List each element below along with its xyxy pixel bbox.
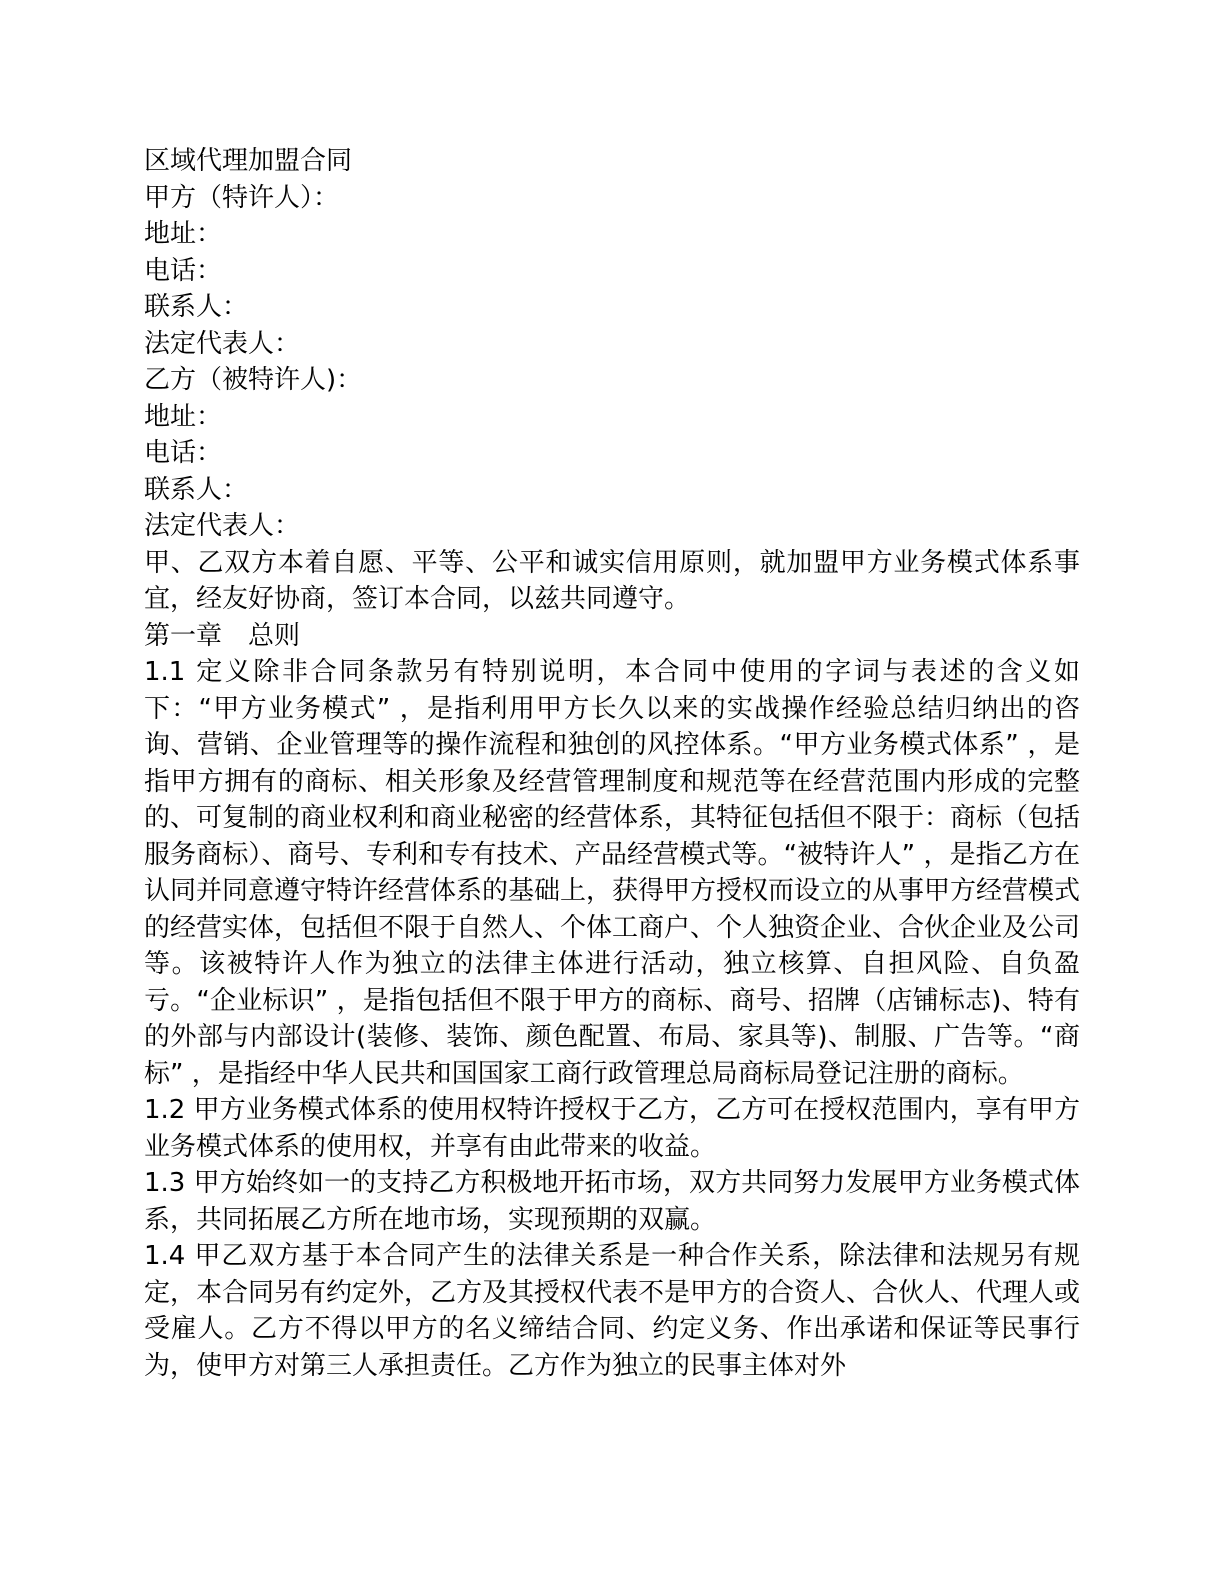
- party-a-legal-rep-label: 法定代表人：: [144, 328, 301, 359]
- clause-1-3: 1.3 甲方始终如一的支持乙方积极地开拓市场，双方共同努力发展甲方业务模式体系，共同拓展乙方所在地市场，实现预期的双赢。: [144, 1168, 1080, 1235]
- clause-1-1: 1.1 定义除非合同条款另有特别说明，本合同中使用的字词与表述的含义如下：“甲方业务模式” ，是指利用甲方长久以来的实战操作经验总结归纳出的咨询、营销、企业管理等的操作流程和独创的风控体系。“甲方业务模式体系” ，是指甲方拥有的商标、相关形象及经营管理制度和规范等在经营范围内形成的完整的、可复制的商业权利和商业秘密的经营体系，其特征包括但不限于：商标（包括服务商标）、商号、专利和专有技术、产品经营模式等。“被特许人” ，是指乙方在认同并同意遵守特许经营体系的基础上，获得甲方授权而设立的从事甲方经营模式的经营实体，包括但不限于自然人、个体工商户、个人独资企业、合伙企业及公司等。该被特许人作为独立的法律主体进行活动，独立核算、自担风险、自负盈亏。“企业标识” ，是指包括但不限于甲方的商标、商号、招牌（店铺标志)、特有的外部与内部设计(装修、装饰、颜色配置、布局、家具等)、制服、广告等。“商标” ，是指经中华人民共和国国家工商行政管理总局商标局登记注册的商标。: [144, 657, 1081, 1089]
- party-a-phone-label: 电话：: [144, 255, 223, 286]
- party-b-heading: 乙方（被特许人)：: [144, 365, 363, 395]
- party-b-address-label: 地址：: [144, 401, 223, 432]
- party-a-contact-label: 联系人：: [144, 292, 249, 322]
- party-a-address-label: 地址：: [144, 219, 223, 249]
- chapter-heading: 第一章 总则: [144, 620, 301, 651]
- party-a-heading: 甲方（特许人）：: [144, 182, 340, 213]
- clause-1-2: 1.2 甲方业务模式体系的使用权特许授权于乙方，乙方可在授权范围内，享有甲方业务模式体系的使用权，并享有由此带来的收益。: [144, 1095, 1080, 1162]
- party-b-contact-label: 联系人：: [144, 474, 249, 505]
- contract-page: [144, 143, 1080, 1384]
- preamble-paragraph: 甲、乙双方本着自愿、平等、公平和诚实信用原则，就加盟甲方业务模式体系事宜，经友好协商，签订本合同，以兹共同遵守。: [144, 547, 1080, 614]
- party-b-legal-rep-label: 法定代表人：: [144, 511, 301, 541]
- party-b-phone-label: 电话：: [144, 438, 223, 468]
- document-title: 区域代理加盟合同: [144, 146, 353, 176]
- clause-1-4: 1.4 甲乙双方基于本合同产生的法律关系是一种合作关系，除法律和法规另有规定，本合同另有约定外，乙方及其授权代表不是甲方的合资人、合伙人、代理人或受雇人。乙方不得以甲方的名义缔结合同、约定义务、作出承诺和保证等民事行为，使甲方对第三人承担责任。乙方作为独立的民事主体对外: [144, 1241, 1081, 1381]
